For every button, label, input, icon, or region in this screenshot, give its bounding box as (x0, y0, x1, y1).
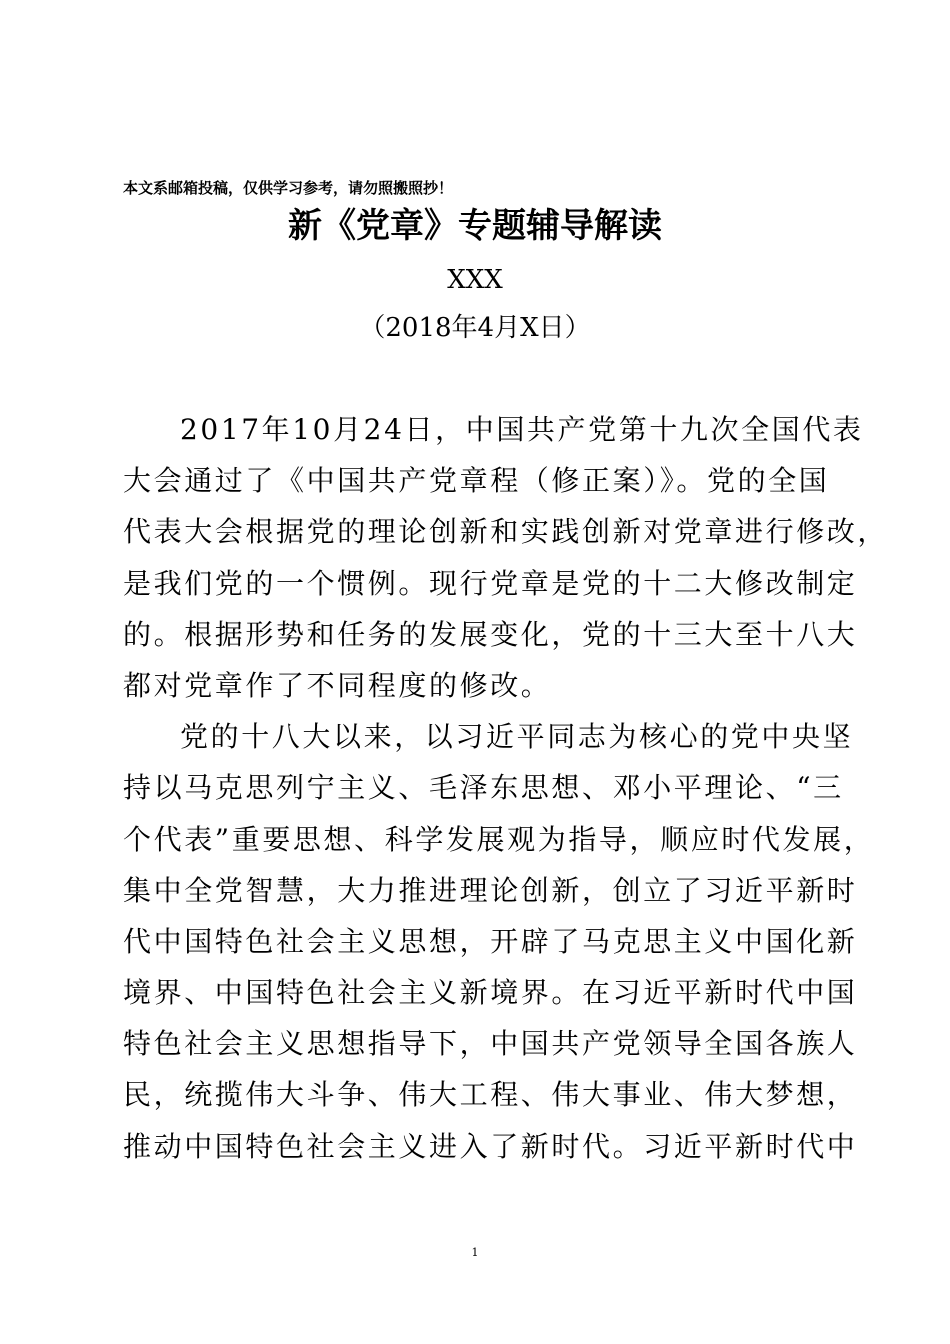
page-number: 1 (471, 1246, 479, 1259)
paragraph-2-line-1: 党的十八大以来，以习近平同志为核心的党中央坚 (180, 720, 854, 754)
author-name: XXX (447, 265, 503, 295)
paragraph-2-line-7: 特色社会主义思想指导下，中国共产党领导全国各族人 (123, 1027, 858, 1061)
paragraph-2-line-9: 推动中国特色社会主义进入了新时代。习近平新时代中 (123, 1129, 858, 1163)
paragraph-2-line-3: 个代表”重要思想、科学发展观为指导，顺应时代发展， (123, 822, 875, 856)
paragraph-2-line-6: 境界、中国特色社会主义新境界。在习近平新时代中国 (123, 976, 858, 1010)
document-date: （2018年4月X日） (359, 313, 591, 343)
document-body (123, 410, 889, 1178)
paragraph-1-line-2: 大会通过了《中国共产党章程（修正案）》。党的全国 (123, 464, 830, 498)
paragraph-2-line-2: 持以马克思列宁主义、毛泽东思想、邓小平理论、“三 (123, 771, 844, 805)
paragraph-1-line-5: 的。根据形势和任务的发展变化，党的十三大至十八大 (123, 617, 858, 651)
paragraph-2-line-8: 民，统揽伟大斗争、伟大工程、伟大事业、伟大梦想， (123, 1078, 858, 1112)
paragraph-1-line-3: 代表大会根据党的理论创新和实践创新对党章进行修改， (123, 515, 889, 549)
paragraph-1-line-6: 都对党章作了不同程度的修改。 (123, 668, 552, 702)
paragraph-2-line-4: 集中全党智慧，大力推进理论创新，创立了习近平新时 (123, 873, 858, 907)
document-title: 新《党章》专题辅导解读 (288, 206, 662, 246)
submission-notice: 本文系邮箱投稿，仅供学习参考，请勿照搬照抄！ (123, 179, 454, 197)
paragraph-1-line-1: 2017年10月24日，中国共产党第十九次全国代表 (180, 413, 864, 446)
paragraph-1-line-4: 是我们党的一个惯例。现行党章是党的十二大修改制定 (123, 566, 858, 600)
paragraph-2-line-5: 代中国特色社会主义思想，开辟了马克思主义中国化新 (123, 924, 858, 958)
